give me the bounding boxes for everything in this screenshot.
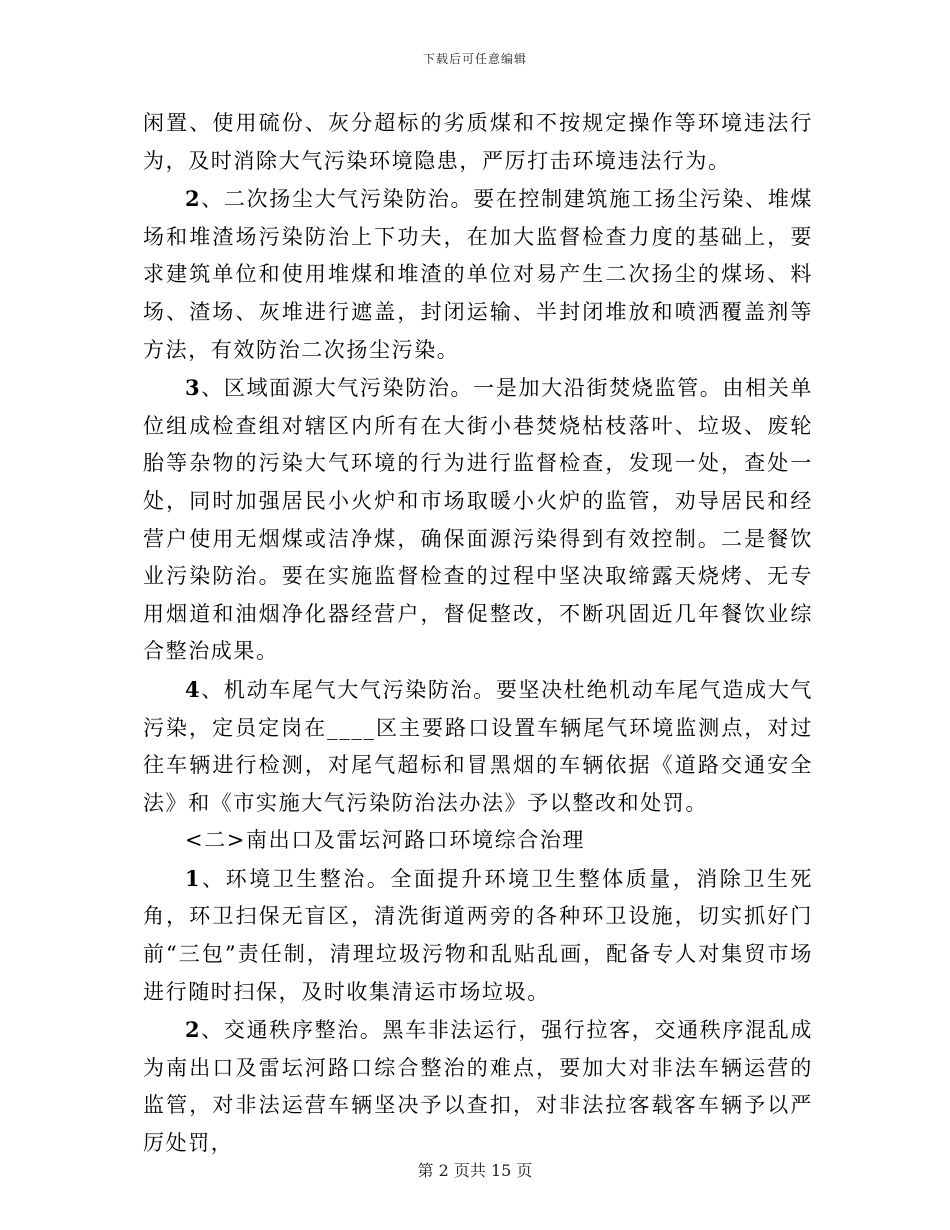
paragraph-text: 闲置、使用硫份、灰分超标的劣质煤和不按规定操作等环境违法行为，及时消除大气污染环境隐患，严厉打击环境违法行为。 (143, 111, 813, 173)
item-number: 3 (185, 375, 202, 401)
paragraph-text: 、二次扬尘大气污染防治。要在控制建筑施工扬尘污染、堆煤场和堆渣场污染防治上下功夫，在加大监督检查力度的基础上，要求建筑单位和使用堆煤和堆渣的单位对易产生二次扬尘的煤场、料场、渣场、灰堆进行遮盖，封闭运输、半封闭堆放和喷洒覆盖剂等方法，有效防治二次扬尘污染。 (143, 187, 813, 362)
paragraph-text: 、机动车尾气大气污染防治。要坚决杜绝机动车尾气造成大气污染，定员定岗在____区主要路口设置车辆尾气环境监测点，对过往车辆进行检测，对尾气超标和冒黑烟的车辆依据《道路交通安全法》和《市实施大气污染防治法办法》予以整改和处罚。 (143, 677, 813, 815)
item-number: 2 (185, 1017, 202, 1043)
paragraph (143, 671, 813, 822)
paragraph (143, 369, 813, 671)
paragraph (143, 860, 813, 1011)
paragraph (143, 1011, 813, 1162)
paragraph-text: 、环境卫生整治。全面提升环境卫生整体质量，消除卫生死角，环卫扫保无盲区，清洗街道两旁的各种环卫设施，切实抓好门前“三包”责任制，清理垃圾污物和乱贴乱画，配备专人对集贸市场进行随时扫保，及时收集清运市场垃圾。 (143, 866, 813, 1004)
paragraph (143, 180, 813, 369)
page-header: 下载后可任意编辑 (422, 52, 527, 66)
paragraph (143, 105, 813, 180)
paragraph-text: 、区域面源大气污染防治。一是加大沿街焚烧监管。由相关单位组成检查组对辖区内所有在大街小巷焚烧枯枝落叶、垃圾、废轮胎等杂物的污染大气环境的行为进行监督检查，发现一处，查处一处，同时加强居民小火炉和市场取暖小火炉的监管，劝导居民和经营户使用无烟煤或洁净煤，确保面源污染得到有效控制。二是餐饮业污染防治。要在实施监督检查的过程中坚决取缔露天烧烤、无专用烟道和油烟净化器经营户，督促整改，不断巩固近几年餐饮业综合整治成果。 (143, 376, 813, 664)
paragraph-text: 、交通秩序整治。黑车非法运行，强行拉客，交通秩序混乱成为南出口及雷坛河路口综合整治的难点，要加大对非法车辆运营的监管，对非法运营车辆坚决予以查扣，对非法拉客载客车辆予以严厉处罚， (143, 1018, 813, 1156)
section-heading-text: <二>南出口及雷坛河路口环境综合治理 (185, 828, 585, 853)
item-number: 1 (185, 865, 202, 891)
section-heading (143, 822, 813, 860)
document-body (143, 105, 813, 1163)
page-footer: 第 2 页共 15 页 (417, 1161, 533, 1180)
item-number: 2 (185, 186, 202, 212)
item-number: 4 (185, 676, 202, 702)
